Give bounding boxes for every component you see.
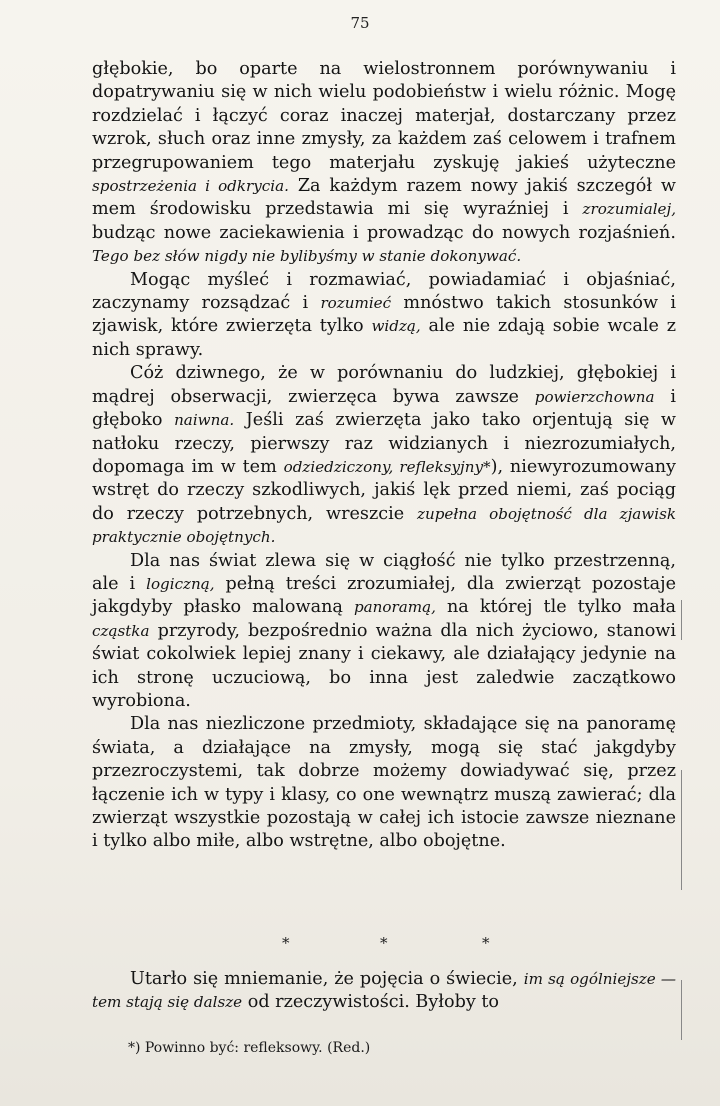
margin-mark	[681, 980, 682, 1040]
emphasis-run: rozumieć	[320, 294, 392, 313]
paragraph-4	[92, 550, 676, 714]
text-run: mnóstwo takich stosunków i zjawisk, które zwierzęta tylko	[92, 293, 676, 337]
text-run: Mogąc myśleć i rozmawiać, powiadamiać i objaśniać, zaczynamy rozsądzać i	[92, 269, 676, 314]
paragraph-1	[92, 58, 676, 269]
emphasis-run: cząstka	[92, 621, 150, 640]
margin-mark	[681, 770, 682, 890]
emphasis-run: odziedziczony, refleksyjny*	[283, 457, 491, 476]
margin-mark	[681, 600, 682, 640]
text-run: budząc nowe zaciekawienia i prowadząc do nowych rozjaśnień.	[92, 222, 676, 243]
asterism-star: *	[482, 934, 490, 952]
text-run: ale nie zdają sobie wcale z nich sprawy.	[92, 316, 676, 360]
text-run: od rzeczywistości. Byłoby to	[242, 992, 500, 1013]
emphasis-run: powierzchowna	[534, 387, 655, 406]
asterism-star: *	[380, 934, 388, 952]
text-run: pełną treści zrozumiałej, dla zwierząt pozostaje jakgdyby płasko malowaną	[92, 573, 676, 618]
text-run: Dla nas niezliczone przedmioty, składające się na panoramę świata, a działające na zmysły, mogą się stać jakgdyby przezroczystemi, tak dobrze możemy dowiadywać się, przez łączenie ich w typy i klasy, co one wewnątrz muszą zawierać; dla zwierząt wszystkie pozostają w całej ich istocie zawsze nieznane i tylko albo miłe, albo wstrętne, albo obojętne.	[92, 714, 676, 852]
text-run: głębokie, bo oparte na wielostronnem porównywaniu i dopatrywaniu się w nich wielu podobieństw i wielu różnic. Mogę rozdzielać i łączyć coraz inaczej materjał, dostarczany przez wzrok, słuch oraz inne zmysły, za każdem zaś celowem i trafnem przegrupowaniem tego materjału zyskuję jakieś użyteczne	[92, 59, 676, 173]
emphasis-run: naiwna.	[174, 411, 235, 430]
page-number: 75	[350, 14, 370, 32]
text-run: ), niewyrozumowany wstręt do rzeczy szkodliwych, jakiś lęk przed niemi, zaś pociąg do rzeczy potrzebnych, wreszcie	[92, 456, 676, 524]
text-run: przyrody, bezpośrednio ważna dla nich życiowo, stanowi świat cokolwiek lepiej znany i ciekawy, ale działający jedynie na ich stronę uczuciową, bo inna jest zaledwie zaczątkowo wyrobiona.	[92, 620, 676, 711]
emphasis-run: zrozumialej,	[582, 200, 676, 219]
emphasis-run: Tego bez słów nigdy nie bylibyśmy w stanie dokonywać.	[92, 247, 522, 266]
paragraph-3	[92, 362, 676, 549]
emphasis-run: panoramą,	[353, 598, 436, 617]
asterism-star: *	[282, 934, 290, 952]
text-run: Utarło się mniemanie, że pojęcia o świecie,	[130, 969, 524, 989]
main-text-continued	[92, 968, 676, 1015]
text-run: Jeśli zaś zwierzęta jako tako orjentują się w natłoku rzeczy, pierwszy raz widzianych i niezrozumiałych, dopomaga im w tem	[92, 410, 676, 477]
emphasis-run: logiczną,	[146, 574, 215, 593]
footnote: *) Powinno być: refleksowy. (Red.)	[128, 1040, 371, 1056]
section-break	[0, 934, 720, 954]
emphasis-run: spostrzeżenia i odkrycia.	[92, 177, 289, 196]
paragraph-5	[92, 713, 676, 853]
text-run: i głęboko	[92, 386, 676, 431]
emphasis-run: widzą,	[371, 317, 421, 336]
text-run: Dla nas świat zlewa się w ciągłość nie tylko przestrzenną, ale i	[92, 550, 676, 594]
paragraph-2	[92, 269, 676, 363]
text-run: Za każdym razem nowy jakiś szczegół w mem środowisku przedstawia mi się wyraźniej i	[92, 176, 676, 220]
emphasis-run: im są ogólniejsze — tem stają się dalsze	[92, 970, 677, 1012]
emphasis-run: zupełna obojętność dla zjawisk praktycznie obojętnych.	[92, 504, 677, 547]
paragraph-6	[92, 968, 676, 1015]
text-run: na której tle tylko mała	[435, 597, 676, 618]
main-text	[92, 58, 676, 854]
text-run: Cóż dziwnego, że w porównaniu do ludzkiej, głębokiej i mądrej obserwacji, zwierzęca bywa zawsze	[92, 363, 676, 407]
